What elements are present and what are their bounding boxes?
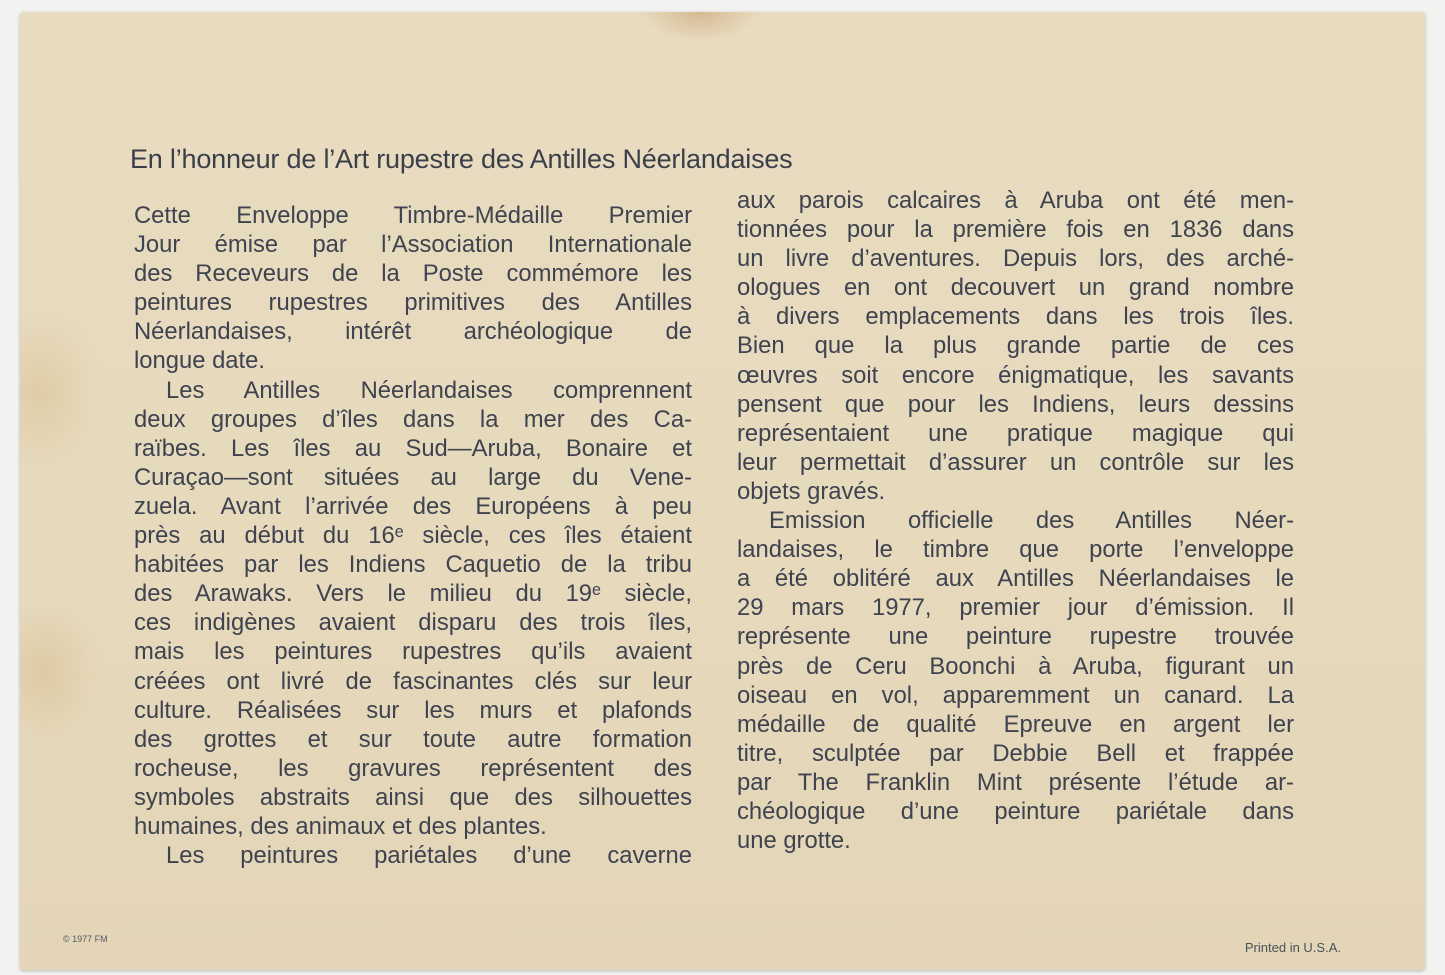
text-line: pensent que pour les Indiens, leurs dessins (737, 390, 1294, 418)
card-title: En l’honneur de l’Art rupestre des Antilles Néerlandaises (130, 144, 793, 174)
text-line: tionnées pour la première fois en 1836 dans (737, 216, 1294, 244)
text-line: représente une peinture rupestre trouvée (737, 623, 1294, 651)
text-line: créées ont livré de fascinantes clés sur leur (134, 667, 692, 695)
text-line: rocheuse, les gravures représentent des (134, 754, 692, 782)
text-line: longue date. (134, 347, 265, 375)
paper-stain (640, 12, 760, 42)
right-column (737, 186, 1294, 855)
text-line: Curaçao—sont situées au large du Vene- (134, 463, 692, 491)
text-line: deux groupes d’îles dans la mer des Ca- (134, 405, 692, 433)
text-line: 29 mars 1977, premier jour d’émission. Il (737, 594, 1294, 622)
text-line: Bien que la plus grande partie de ces (737, 332, 1294, 360)
text-line: culture. Réalisées sur les murs et plafonds (134, 696, 692, 724)
paper-stain (20, 602, 100, 742)
copyright-notice: © 1977 FM (63, 934, 108, 944)
text-line: humaines, des animaux et des plantes. (134, 812, 547, 840)
text-line: Jour émise par l’Association Internationale (134, 231, 692, 259)
text-line: Les peintures pariétales d’une caverne (166, 842, 692, 870)
text-line: ologues en ont decouvert un grand nombre (737, 274, 1294, 302)
text-line: symboles abstraits ainsi que des silhouettes (134, 783, 692, 811)
text-line: à divers emplacements dans les trois îles. (737, 303, 1294, 331)
text-line: aux parois calcaires à Aruba ont été men- (737, 187, 1294, 214)
text-line: des Arawaks. Vers le milieu du 19ᵉ siècle, (134, 580, 692, 608)
text-line: Les Antilles Néerlandaises comprennent (166, 376, 692, 404)
text-line: titre, sculptée par Debbie Bell et frappée (737, 739, 1294, 767)
text-line: habitées par les Indiens Caquetio de la tribu (134, 551, 692, 579)
paper-stain (20, 312, 100, 472)
card (20, 12, 1425, 970)
text-line: Emission officielle des Antilles Néer- (769, 507, 1294, 535)
text-line: oiseau en vol, apparemment un canard. La (737, 681, 1294, 709)
text-line: représentaient une pratique magique qui (737, 419, 1294, 447)
text-line: une grotte. (737, 827, 851, 855)
text-line: peintures rupestres primitives des Antilles (134, 289, 692, 317)
text-line: près de Ceru Boonchi à Aruba, figurant un (737, 652, 1294, 680)
text-line: Cette Enveloppe Timbre-Médaille Premier (134, 202, 692, 229)
text-line: raïbes. Les îles au Sud—Aruba, Bonaire et (134, 434, 692, 462)
text-line: un livre d’aventures. Depuis lors, des arché- (737, 245, 1294, 273)
text-line: objets gravés. (737, 477, 886, 505)
printed-notice: Printed in U.S.A. (1244, 940, 1341, 955)
text-line: ces indigènes avaient disparu des trois îles, (134, 609, 692, 637)
text-line: médaille de qualité Epreuve en argent ler (737, 710, 1294, 738)
text-line: chéologique d’une peinture pariétale dans (737, 797, 1294, 825)
text-line: zuela. Avant l’arrivée des Européens à peu (134, 492, 692, 520)
left-column (134, 201, 692, 870)
text-line: par The Franklin Mint présente l’étude ar- (737, 768, 1294, 796)
text-line: a été oblitéré aux Antilles Néerlandaises le (737, 565, 1294, 593)
text-line: des Receveurs de la Poste commémore les (134, 260, 692, 288)
text-line: près au début du 16ᵉ siècle, ces îles étaient (134, 522, 692, 550)
text-line: des grottes et sur toute autre formation (134, 725, 692, 753)
text-line: leur permettait d’assurer un contrôle sur les (737, 448, 1294, 476)
text-line: landaises, le timbre que porte l’enveloppe (737, 536, 1294, 564)
text-line: Néerlandaises, intérêt archéologique de (134, 318, 692, 346)
text-line: mais les peintures rupestres qu’ils avaient (134, 638, 692, 666)
text-line: œuvres soit encore énigmatique, les savants (737, 361, 1294, 389)
